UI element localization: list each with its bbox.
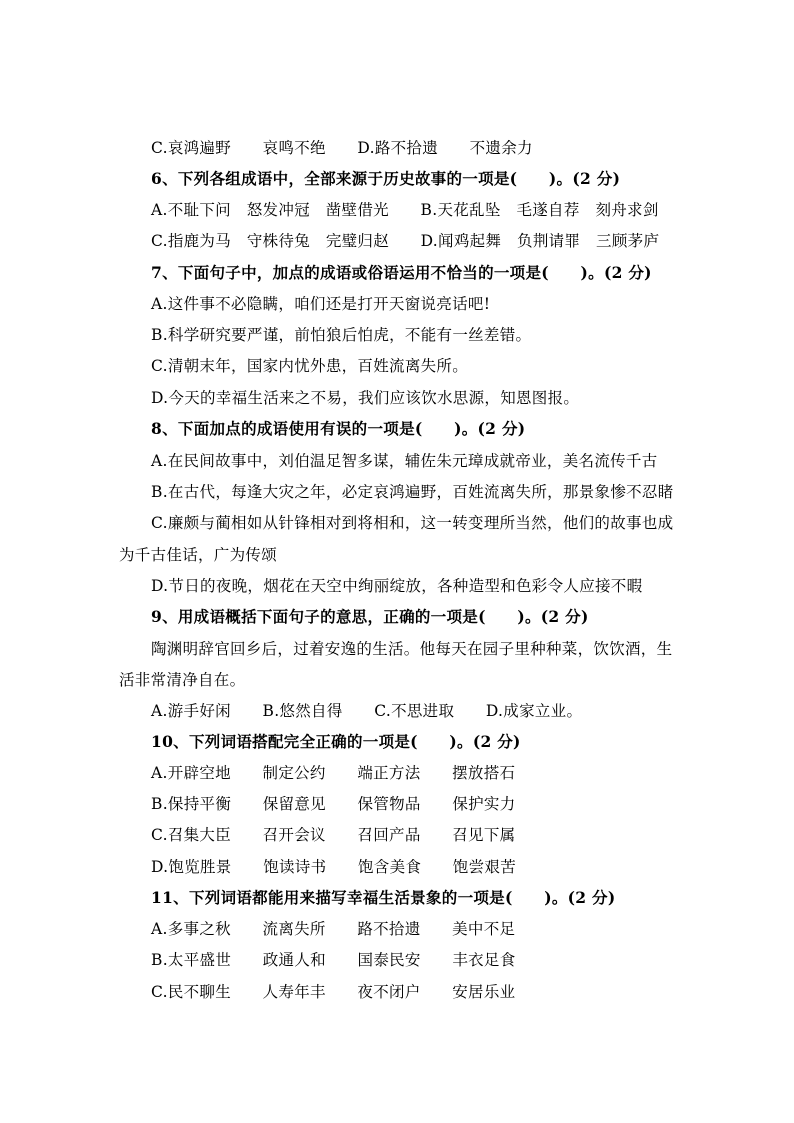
option-line: C.哀鸿遍野 哀鸣不绝 D.路不拾遗 不遗余力 xyxy=(151,139,533,157)
option-line: C.清朝末年，国家内忧外患，百姓流离失所。 xyxy=(151,357,469,375)
question-8: 8、下面加点的成语使用有误的一项是( )。(2 分) xyxy=(151,419,526,438)
question-6: 6、下列各组成语中，全部来源于历史故事的一项是( )。(2 分) xyxy=(151,169,621,188)
option-line: B.保持平衡 保留意见 保管物品 保护实力 xyxy=(151,795,516,813)
option-line: C.指鹿为马 守株待兔 完璧归赵 D.闻鸡起舞 负荆请罪 三顾茅庐 xyxy=(151,232,660,250)
option-line: B.太平盛世 政通人和 国泰民安 丰衣足食 xyxy=(151,951,516,969)
option-line: A.不耻下问 怒发冲冠 凿壁借光 B.天花乱坠 毛遂自荐 刻舟求剑 xyxy=(151,201,659,219)
continuation-line: 为千古佳话，广为传颂 xyxy=(119,546,278,564)
question-11: 11、下列词语都能用来描写幸福生活景象的一项是( )。(2 分) xyxy=(151,888,616,907)
option-line: C.民不聊生 人寿年丰 夜不闭户 安居乐业 xyxy=(151,983,516,1001)
option-line: A.这件事不必隐瞒，咱们还是打开天窗说亮话吧! xyxy=(151,295,491,313)
option-line: A.在民间故事中，刘伯温足智多谋，辅佐朱元璋成就帝业，美名流传千古 xyxy=(151,452,658,470)
option-line: B.在古代，每逢大灾之年，必定哀鸿遍野，百姓流离失所，那景象惨不忍睹 xyxy=(151,483,674,501)
question-9: 9、用成语概括下面句子的意思，正确的一项是( )。(2 分) xyxy=(151,607,589,626)
option-line: A.开辟空地 制定公约 端正方法 摆放搭石 xyxy=(151,764,516,782)
option-line: A.多事之秋 流离失所 路不拾遗 美中不足 xyxy=(151,920,516,938)
continuation-line: 活非常清净自在。 xyxy=(119,671,246,689)
option-line: D.饱览胜景 饱读诗书 饱含美食 饱尝艰苦 xyxy=(151,858,517,876)
option-line: C.廉颇与蔺相如从针锋相对到将相和，这一转变理所当然，他们的故事也成 xyxy=(151,514,674,532)
option-line: D.节日的夜晚，烟花在天空中绚丽绽放，各种造型和色彩令人应接不暇 xyxy=(151,577,643,595)
option-line: B.科学研究要严谨，前怕狼后怕虎，不能有一丝差错。 xyxy=(151,326,532,344)
option-line: C.召集大臣 召开会议 召回产品 召见下属 xyxy=(151,826,516,844)
question-10: 10、下列词语搭配完全正确的一项是( )。(2 分) xyxy=(151,732,521,751)
option-line: D.今天的幸福生活来之不易，我们应该饮水思源，知恩图报。 xyxy=(151,389,580,407)
passage-line: 陶渊明辞官回乡后，过着安逸的生活。他每天在园子里种种菜，饮饮酒，生 xyxy=(151,640,673,658)
option-line: A.游手好闲 B.悠然自得 C.不思进取 D.成家立业。 xyxy=(151,702,583,720)
question-7: 7、下面句子中，加点的成语或俗语运用不恰当的一项是( )。(2 分) xyxy=(151,263,652,282)
